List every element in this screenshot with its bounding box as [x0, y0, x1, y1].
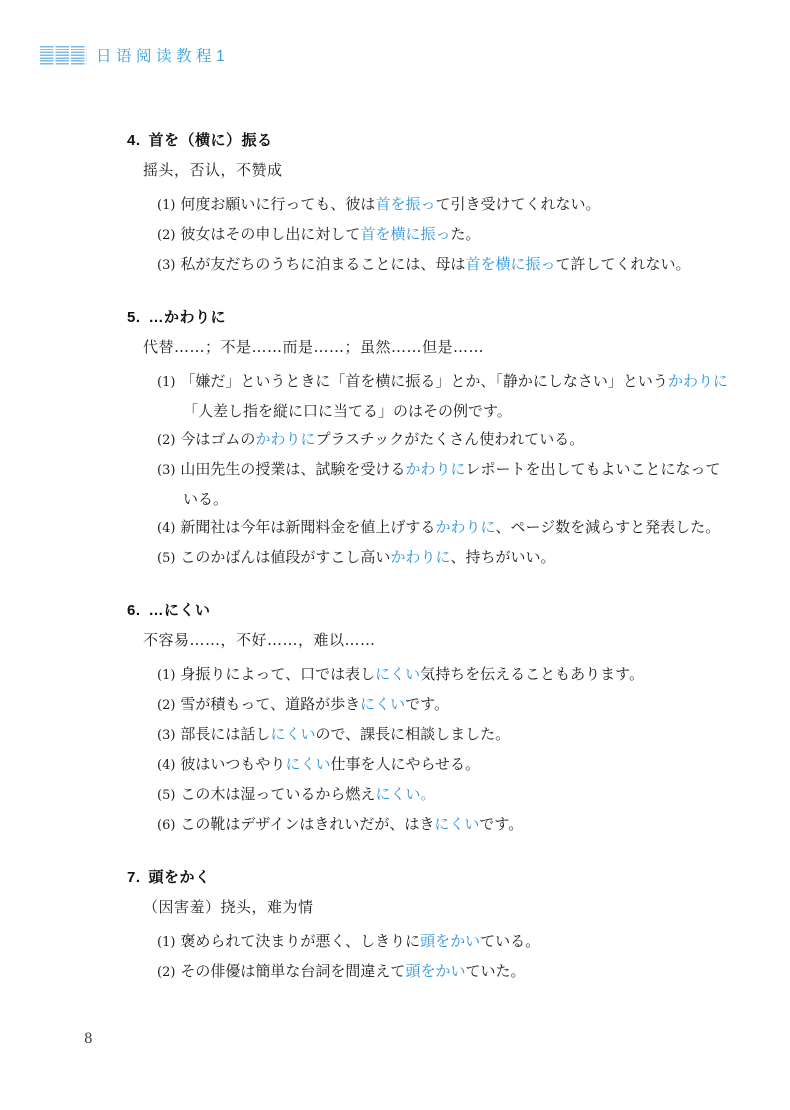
example-sentence [157, 220, 735, 250]
example-sentence [157, 690, 735, 720]
sentence-text: 、持ちがいい。 [450, 548, 556, 566]
example-number: (3) [157, 258, 176, 273]
example-list [127, 367, 735, 573]
sentence-text: た。 [450, 225, 481, 243]
example-number: (4) [157, 758, 176, 773]
example-sentence [157, 957, 735, 987]
sentence-text: です。 [479, 815, 524, 833]
example-list [127, 927, 735, 987]
example-sentence [157, 660, 735, 690]
example-number: (2) [157, 228, 176, 243]
example-sentence [157, 190, 735, 220]
example-sentence [157, 927, 735, 957]
highlighted-phrase: にくい [434, 815, 480, 833]
page-header [40, 44, 229, 66]
sentence-text: 気持ちを伝えることもあります。 [420, 665, 644, 683]
section-number: 7. [127, 869, 141, 886]
example-sentence [157, 250, 735, 280]
highlighted-phrase: にくい。 [375, 785, 436, 803]
page-number: 8 [84, 1031, 93, 1047]
section-title [127, 131, 735, 150]
sentence-text: 仕事を人にやらせる。 [330, 755, 481, 773]
section-title-text: 首を（横に）振る [148, 132, 273, 149]
highlighted-phrase: かわりに [435, 518, 496, 536]
example-number: (5) [157, 551, 176, 566]
sentence-text: 雪が積もって、道路が歩き [180, 695, 361, 713]
sentence-text: 部長には話し [180, 725, 271, 743]
sentence-text: この靴はデザインはきれいだが、はき [180, 815, 435, 833]
grammar-section [127, 308, 735, 573]
sentence-text: このかばんは値段がすこし高い [180, 548, 391, 566]
sentence-text: ている。 [480, 932, 541, 950]
sentence-text: プラスチックがたくさん使われている。 [315, 430, 585, 448]
sentence-text: その俳優は簡単な台詞を間違えて [180, 962, 406, 980]
highlighted-phrase: かわりに [255, 430, 316, 448]
grammar-section [127, 131, 735, 280]
example-sentence [157, 720, 735, 750]
highlighted-phrase: かわりに [390, 548, 451, 566]
grammar-section [127, 601, 735, 840]
highlighted-phrase: にくい [360, 695, 406, 713]
example-number: (3) [157, 728, 176, 743]
highlighted-phrase: 頭をかい [405, 962, 466, 980]
section-title-text: …にくい [148, 602, 211, 619]
highlighted-phrase: 首を横に振っ [465, 255, 556, 273]
sentence-text: て許してくれない。 [555, 255, 691, 273]
example-sentence [157, 367, 735, 425]
example-number: (6) [157, 818, 176, 833]
example-number: (4) [157, 521, 176, 536]
example-number: (1) [157, 198, 176, 213]
section-title-text: …かわりに [148, 309, 227, 326]
sentence-text: 山田先生の授業は、試験を受ける [180, 460, 406, 478]
sentence-text: 新聞社は今年は新聞料金を値上げする [180, 518, 436, 536]
book-title: 日语阅读教程1 [96, 48, 230, 65]
highlighted-phrase: 首を横に振っ [360, 225, 451, 243]
section-title-text: 頭をかく [148, 869, 211, 886]
example-number: (3) [157, 463, 176, 478]
example-number: (2) [157, 433, 176, 448]
example-sentence [157, 810, 735, 840]
sentence-text: です。 [405, 695, 449, 713]
highlighted-phrase: にくい [270, 725, 316, 743]
example-sentence [157, 543, 735, 573]
section-title [127, 601, 735, 620]
sentence-text: 私が友だちのうちに泊まることには、母は [180, 255, 466, 273]
sentence-text: 褒められて決まりが悪く、しきりに [180, 932, 421, 950]
highlighted-phrase: にくい [285, 755, 331, 773]
sentence-text: 、ページ数を減らすと発表した。 [495, 518, 721, 536]
highlighted-phrase: かわりに [667, 372, 728, 390]
section-title [127, 868, 735, 887]
section-number: 5. [127, 309, 141, 326]
sentence-text: 彼はいつもやり [180, 755, 286, 773]
sentence-text: レポートを出してもよいことになっている。 [183, 460, 721, 508]
highlighted-phrase: にくい [375, 665, 421, 683]
highlighted-phrase: かわりに [405, 460, 466, 478]
example-sentence [157, 780, 735, 810]
section-number: 4. [127, 132, 141, 149]
chinese-gloss: （因害羞）挠头，难为情 [143, 898, 314, 916]
section-number: 6. [127, 602, 141, 619]
sentence-text: 「人差し指を縦に口に当てる」のはその例です。 [183, 402, 512, 420]
example-number: (1) [157, 935, 176, 950]
example-sentence [157, 425, 735, 455]
section-title [127, 308, 735, 327]
chinese-gloss: 不容易……，不好……，难以…… [143, 631, 376, 649]
sentence-text: ていた。 [465, 962, 526, 980]
grammar-section [127, 868, 735, 987]
sentence-text: 「嫌だ」というときに「首を横に振る」とか、「静かにしなさい」という [180, 372, 668, 390]
example-sentence [157, 513, 735, 543]
example-number: (2) [157, 965, 176, 980]
stripes-icon [40, 46, 87, 65]
sentence-text: この木は湿っているから燃え [180, 785, 376, 803]
sentence-text: 身振りによって、口では表し [180, 665, 376, 683]
sentence-text: 何度お願いに行っても、彼は [180, 195, 376, 213]
chinese-gloss: 代替……；不是……而是……；虽然……但是…… [143, 338, 485, 356]
example-sentence [157, 455, 735, 513]
sentence-text: て引き受けてくれない。 [435, 195, 601, 213]
example-number: (1) [157, 668, 176, 683]
example-number: (5) [157, 788, 176, 803]
sentence-text: ので、課長に相談しました。 [315, 725, 511, 743]
example-number: (2) [157, 698, 176, 713]
chinese-gloss: 摇头，否认，不赞成 [143, 161, 283, 179]
highlighted-phrase: 首を振っ [375, 195, 436, 213]
example-list [127, 660, 735, 840]
sentence-text: 彼女はその申し出に対して [180, 225, 361, 243]
example-list [127, 190, 735, 280]
lesson-content [127, 131, 735, 987]
sentence-text: 今はゴムの [180, 430, 256, 448]
example-number: (1) [157, 375, 176, 390]
highlighted-phrase: 頭をかい [420, 932, 481, 950]
example-sentence [157, 750, 735, 780]
